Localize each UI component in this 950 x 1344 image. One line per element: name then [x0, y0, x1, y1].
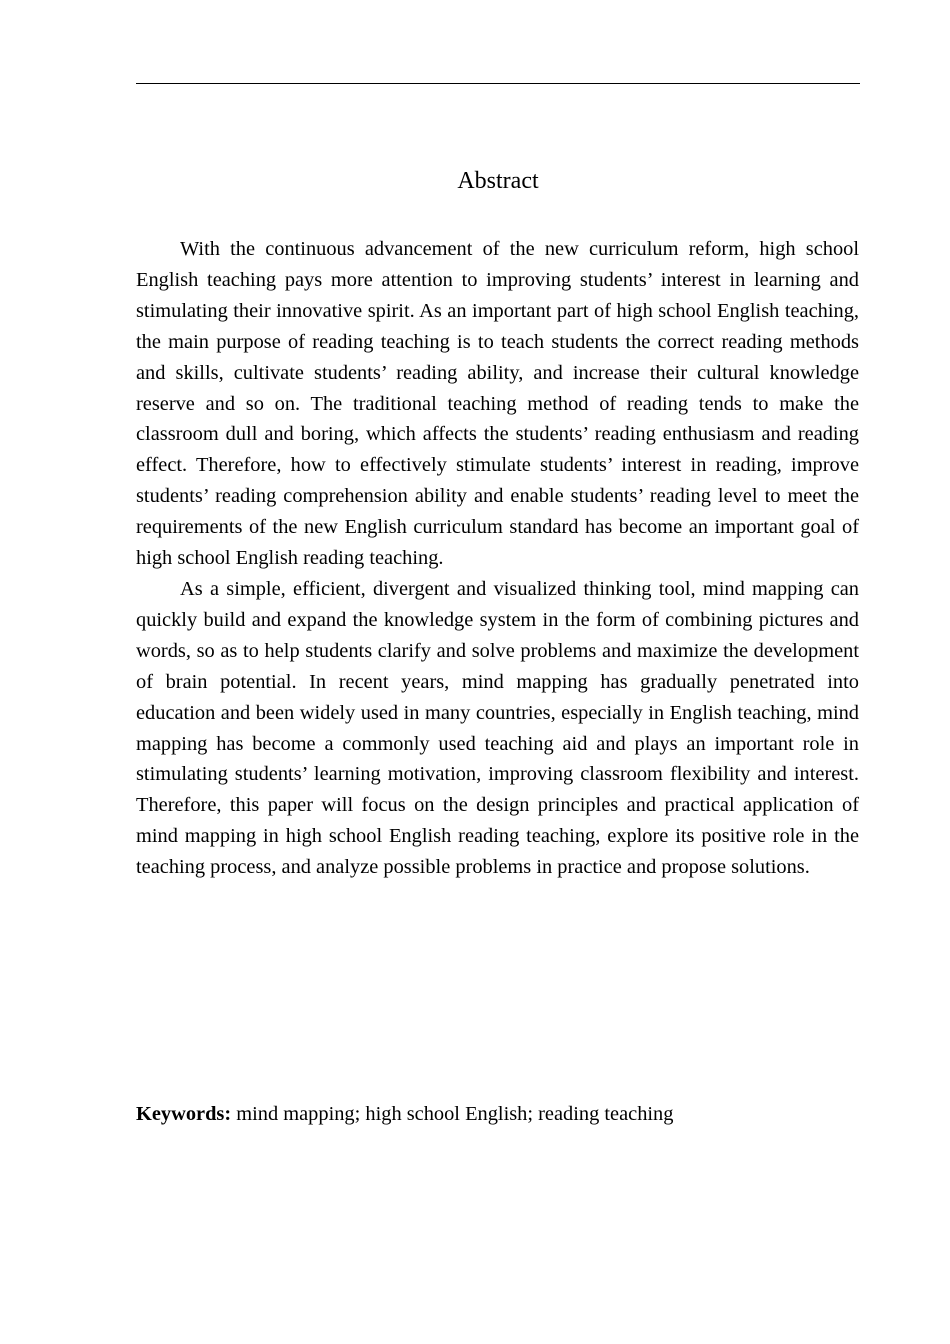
- abstract-title: Abstract: [457, 168, 539, 194]
- abstract-body: [136, 234, 859, 883]
- keywords-label: Keywords:: [136, 1103, 232, 1125]
- abstract-paragraph-2: As a simple, efficient, divergent and visualized thinking tool, mind mapping can quickly build and expand the knowledge system in the form of combining pictures and words, so as to help students clarify and solve problems and maximize the development of brain potential. In recent years, mind mapping has gradually penetrated into education and been widely used in many countries, especially in English teaching, mind mapping has become a commonly used teaching aid and plays an important role in stimulating students’ learning motivation, improving classroom flexibility and interest. Therefore, this paper will focus on the design principles and practical application of mind mapping in high school English reading teaching, explore its positive role in the teaching process, and analyze possible problems in practice and propose solutions.: [136, 577, 859, 879]
- keywords-text: mind mapping; high school English; reading teaching: [231, 1103, 674, 1125]
- header-rule: [136, 83, 860, 84]
- keywords-line: [136, 1099, 860, 1129]
- abstract-paragraph-1: With the continuous advancement of the new curriculum reform, high school English teaching pays more attention to improving students’ interest in learning and stimulating their innovative spirit. As an important part of high school English teaching, the main purpose of reading teaching is to teach students the correct reading methods and skills, cultivate students’ reading ability, and increase their cultural knowledge reserve and so on. The traditional teaching method of reading tends to make the classroom dull and boring, which affects the students’ reading enthusiasm and reading effect. Therefore, how to effectively stimulate students’ interest in reading, improve students’ reading comprehension ability and enable students’ reading level to meet the requirements of the new English curriculum standard has become an important goal of high school English reading teaching.: [136, 238, 859, 570]
